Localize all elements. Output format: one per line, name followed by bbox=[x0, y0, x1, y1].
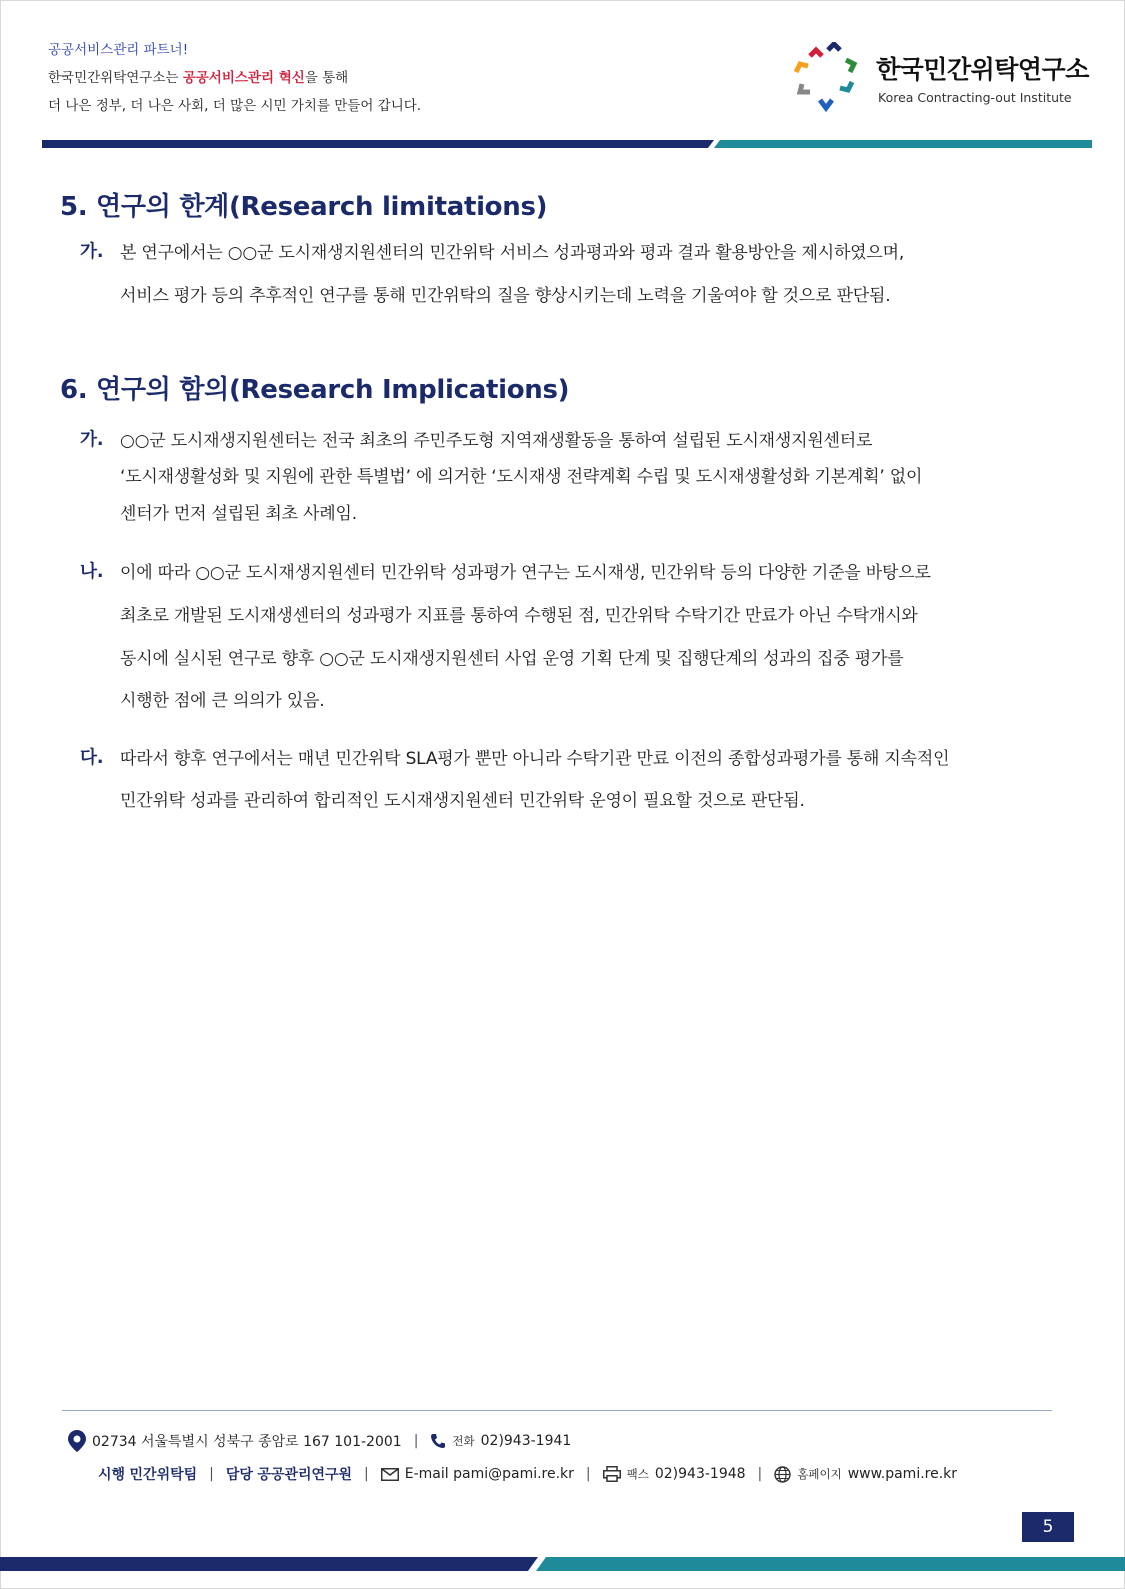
item-line: 민간위탁 성과를 관리하여 합리적인 도시재생지원센터 민간위탁 운영이 필요할 것으로 판단됨. bbox=[120, 791, 805, 811]
footer-fax: 02)943-1948 bbox=[654, 1466, 746, 1482]
footer-divider bbox=[62, 1410, 1052, 1411]
footer-separator: | bbox=[413, 1433, 419, 1449]
phone-label: 전화 bbox=[452, 1434, 475, 1448]
fax-label: 팩스 bbox=[626, 1467, 649, 1481]
header-line-1-post: 을 통해 bbox=[304, 70, 349, 86]
charge-team: 공공관리연구원 bbox=[257, 1467, 353, 1483]
item-line: 동시에 실시된 연구로 향후 ○○군 도시재생지원센터 사업 운영 기획 단계 및 집행단계의 성과의 집중 평가를 bbox=[120, 649, 904, 669]
item-line: 센터가 먼저 설립된 최초 사례임. bbox=[120, 504, 357, 524]
exec-label: 시행 bbox=[98, 1467, 126, 1483]
item-line: 따라서 향후 연구에서는 매년 민간위탁 SLA평가 뿐만 아니라 수탁기관 만료 이전의 종합성과평가를 통해 지속적인 bbox=[120, 749, 950, 769]
footer-email[interactable]: E-mail pami@pami.re.kr bbox=[404, 1466, 574, 1482]
footer-separator: | bbox=[585, 1466, 591, 1482]
header-line-2: 더 나은 정부, 더 나은 사회, 더 많은 시민 가치를 만들어 갑니다. bbox=[48, 98, 422, 114]
header-divider-bar bbox=[42, 140, 1092, 148]
institute-logo-name: 한국민간위탁연구소 bbox=[876, 55, 1089, 84]
footer-separator: | bbox=[209, 1466, 214, 1482]
item-line: 본 연구에서는 ○○군 도시재생지원센터의 민간위탁 서비스 성과평과와 평과 결과 활용방안을 제시하였으며, bbox=[120, 243, 905, 263]
page-number: 5 bbox=[1022, 1512, 1074, 1542]
fax-icon bbox=[603, 1466, 621, 1482]
footer-phone: 02)943-1941 bbox=[480, 1433, 572, 1449]
header-emphasis: 공공서비스관리 혁신 bbox=[182, 70, 305, 86]
globe-icon bbox=[774, 1466, 791, 1483]
institute-logo-subtitle: Korea Contracting-out Institute bbox=[878, 90, 1072, 105]
item-line: 최초로 개발된 도시재생센터의 성과평가 지표를 통하여 수행된 점, 민간위탁 수탁기간 만료가 아닌 수탁개시와 bbox=[120, 606, 918, 626]
footer-divider-bar bbox=[0, 1557, 1125, 1571]
footer-info-row bbox=[98, 1464, 957, 1484]
email-icon bbox=[381, 1468, 399, 1481]
institute-logo-icon bbox=[790, 42, 862, 112]
item-marker: 다. bbox=[80, 748, 104, 768]
item-line: 이에 따라 ○○군 도시재생지원센터 민간위탁 성과평가 연구는 도시재생, 민간위탁 등의 다양한 기준을 바탕으로 bbox=[120, 563, 931, 583]
section-title-limitations: 5. 연구의 한계(Research limitations) bbox=[60, 192, 548, 222]
item-line: 서비스 평가 등의 추후적인 연구를 통해 민간위탁의 질을 향상시키는데 노력을 기울여야 할 것으로 판단됨. bbox=[120, 286, 891, 306]
footer-homepage[interactable]: www.pami.re.kr bbox=[847, 1466, 958, 1482]
header-tagline: 공공서비스관리 파트너! bbox=[48, 42, 189, 58]
item-marker: 가. bbox=[80, 242, 104, 262]
footer-separator: | bbox=[757, 1466, 763, 1482]
section-title-implications: 6. 연구의 함의(Research Implications) bbox=[60, 375, 570, 405]
footer-separator: | bbox=[364, 1466, 369, 1482]
footer-contact-row bbox=[68, 1430, 571, 1452]
header-line-1-pre: 한국민간위탁연구소는 bbox=[48, 70, 183, 86]
item-line: ○○군 도시재생지원센터는 전국 최초의 주민주도형 지역재생활동을 통하여 설립된 도시재생지원센터로 bbox=[120, 431, 873, 451]
item-marker: 가. bbox=[80, 430, 104, 450]
item-line: 시행한 점에 큰 의의가 있음. bbox=[120, 691, 325, 711]
phone-icon bbox=[430, 1433, 446, 1449]
header-line-1 bbox=[48, 66, 348, 86]
item-marker: 나. bbox=[80, 562, 104, 582]
item-line: ‘도시재생활성화 및 지원에 관한 특별법’ 에 의거한 ‘도시재생 전략계획 수립 및 도시재생활성화 기본계획’ 없이 bbox=[120, 467, 923, 487]
charge-label: 담당 bbox=[225, 1467, 253, 1483]
location-pin-icon bbox=[68, 1430, 86, 1452]
homepage-label: 홈페이지 bbox=[797, 1467, 842, 1481]
exec-team: 민간위탁팀 bbox=[129, 1467, 198, 1483]
footer-address: 02734 서울특별시 성북구 종암로 167 101-2001 bbox=[92, 1434, 402, 1450]
